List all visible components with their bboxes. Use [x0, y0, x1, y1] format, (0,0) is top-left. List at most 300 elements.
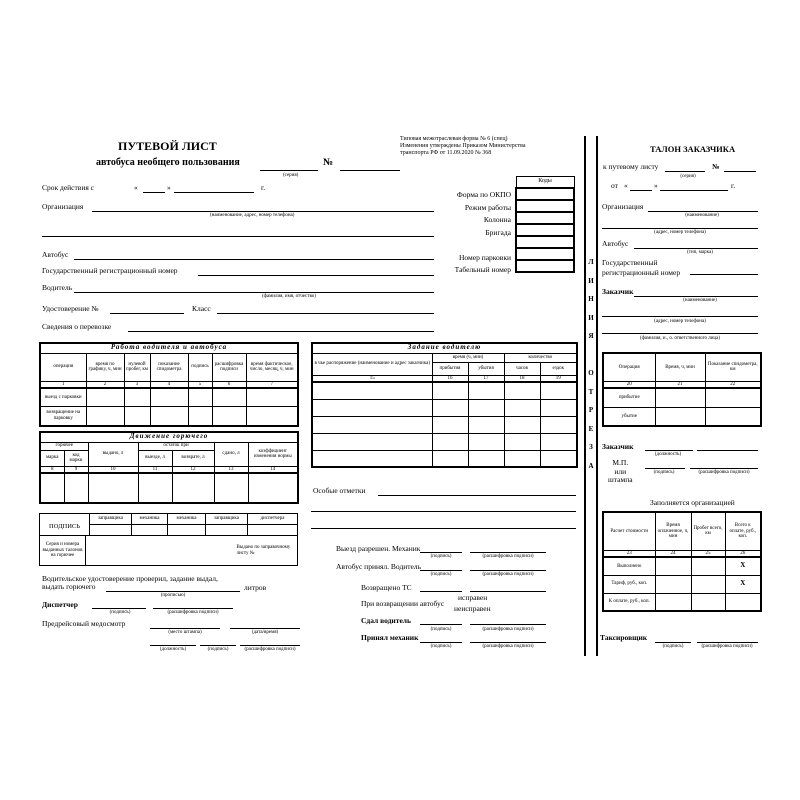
table-cell: 15	[312, 375, 432, 382]
table-cell[interactable]	[432, 382, 468, 399]
cut-line-2	[596, 136, 598, 656]
table-cell[interactable]	[212, 388, 246, 406]
form-text: Режим работы	[464, 202, 511, 212]
form-text: А	[588, 461, 594, 470]
fill-line[interactable]	[602, 333, 758, 334]
fill-line[interactable]	[420, 624, 462, 625]
check-line-2: выдать горючего	[42, 582, 96, 591]
field-hint: (наименование)	[683, 298, 717, 303]
field-hint: (подпись)	[430, 644, 452, 649]
form-text: «	[624, 181, 628, 190]
table-cell[interactable]	[504, 382, 540, 399]
fill-line[interactable]	[645, 468, 685, 469]
form-text: »	[654, 181, 658, 190]
fill-line[interactable]	[655, 642, 691, 643]
form-text: Бригада	[485, 227, 511, 237]
table-cell: марка	[40, 450, 64, 466]
fill-line[interactable]	[660, 190, 728, 191]
table-row	[603, 557, 761, 575]
table-cell[interactable]	[705, 388, 761, 407]
table-cell: 11	[138, 466, 172, 473]
fuel-table	[39, 431, 299, 504]
gos-number-label: Государственный регистрационный номер	[42, 266, 178, 275]
form-text	[40, 536, 298, 566]
organization-field[interactable]	[92, 211, 434, 212]
table-cell[interactable]	[540, 416, 577, 433]
table-row	[40, 353, 298, 381]
table-row	[312, 382, 577, 399]
table-cell: 5	[188, 381, 212, 388]
table-cell: 22	[705, 381, 761, 388]
medical-sign-field[interactable]	[200, 645, 236, 646]
table-row	[40, 442, 298, 450]
table-row	[603, 512, 761, 550]
dispatcher-label: Диспетчер	[42, 600, 78, 609]
table-cell[interactable]	[124, 406, 150, 426]
table-cell: механика	[132, 514, 168, 525]
table-cell: показание спидометра	[150, 353, 188, 381]
table-cell: Выдано по заправочному листу №	[236, 536, 298, 566]
table-cell: 19	[540, 375, 577, 382]
on-return-label: При возвращении автобус	[361, 599, 445, 608]
form-text: «	[134, 183, 138, 192]
form-text: штампа	[608, 475, 633, 484]
medical-position-field[interactable]	[150, 645, 196, 646]
check-line-1: Водительское удостоверение проверил, задание выдал,	[42, 574, 218, 583]
form-text	[421, 239, 511, 252]
table-cell[interactable]	[468, 433, 504, 450]
table-cell[interactable]	[138, 473, 172, 503]
table-cell: 2	[86, 381, 124, 388]
field-hint: (серия)	[680, 174, 696, 179]
talon-org-field[interactable]	[648, 211, 758, 212]
field-hint: (должность)	[654, 452, 682, 457]
form-text: Изменения утверждены Приказом Министерства	[400, 142, 526, 149]
okpo-cell[interactable]	[516, 188, 574, 200]
license-label: Удостоверение №	[42, 304, 99, 313]
talon-customer-field[interactable]	[634, 296, 758, 297]
blank-cell[interactable]	[516, 236, 574, 248]
table-cell: 14	[248, 466, 298, 473]
validity-month-field[interactable]	[174, 192, 254, 193]
stamp-place	[608, 459, 633, 485]
coupons-box	[39, 535, 298, 566]
table-cell[interactable]	[86, 536, 236, 566]
table-cell: Время оплаченное, ч, мин	[655, 512, 691, 550]
table-cell: Показание спидометра, км	[705, 353, 761, 381]
fill-line[interactable]	[665, 171, 705, 172]
fill-line[interactable]	[470, 570, 546, 571]
class-field[interactable]	[217, 313, 434, 314]
table-cell[interactable]	[312, 433, 432, 450]
fill-line	[260, 170, 318, 171]
table-cell[interactable]	[655, 557, 691, 575]
table-row	[40, 381, 298, 388]
work-table	[39, 342, 299, 427]
table-cell[interactable]	[150, 388, 188, 406]
table-cell: 23	[603, 550, 655, 557]
form-text: регистрационный номер	[602, 268, 681, 277]
field-hint: (адрес, номер телефона)	[654, 230, 706, 235]
table-cell: Расчет стоимости	[603, 512, 655, 550]
field-hint: (подпись)	[207, 647, 229, 652]
codes-labels	[421, 189, 511, 277]
table-cell: время по графику, ч, мин	[86, 353, 124, 381]
field-hint: (фамилия, и., о. ответственного лица)	[640, 336, 720, 341]
fill-line[interactable]	[420, 642, 462, 643]
table-cell[interactable]	[655, 388, 705, 407]
table-row	[312, 416, 577, 433]
form-text: Таксировщик	[600, 633, 648, 642]
table-cell[interactable]	[86, 406, 124, 426]
validity-label: Срок действия с	[42, 183, 94, 192]
form-text: литров	[244, 583, 267, 592]
table-cell[interactable]	[468, 399, 504, 416]
fill-line[interactable]	[724, 171, 756, 172]
form-text	[602, 258, 680, 278]
table-cell[interactable]	[88, 473, 138, 503]
table-cell[interactable]	[312, 416, 432, 433]
number-sign: №	[323, 157, 334, 168]
table-cell[interactable]	[540, 382, 577, 399]
field-hint: (место штампа)	[168, 630, 202, 635]
table-cell[interactable]	[188, 406, 212, 426]
bus-field[interactable]	[74, 259, 434, 260]
table-row	[603, 575, 761, 593]
field-hint: (подпись)	[653, 470, 675, 475]
validity-day-field[interactable]	[143, 192, 165, 193]
dispatcher-decode-field[interactable]	[153, 608, 233, 609]
organization-label: Организация	[42, 202, 84, 211]
table-cell: 12	[172, 466, 214, 473]
form-text	[40, 343, 298, 426]
table-cell: коэффициент изменения нормы	[248, 442, 298, 466]
form-text	[603, 512, 761, 611]
table-row	[312, 450, 577, 467]
table-cell[interactable]	[655, 407, 705, 426]
fill-line[interactable]	[697, 450, 758, 451]
organization-field-2[interactable]	[42, 236, 434, 237]
parking-cell[interactable]	[516, 248, 574, 260]
table-cell[interactable]	[432, 433, 468, 450]
fill-line[interactable]	[602, 316, 758, 317]
table-row	[603, 550, 761, 557]
table-cell[interactable]	[691, 593, 725, 611]
form-text	[40, 432, 298, 503]
table-cell[interactable]	[504, 416, 540, 433]
table-cell: убытие	[603, 407, 655, 426]
form-text	[516, 177, 574, 272]
form-text: г.	[261, 183, 266, 192]
cut-line-label	[586, 253, 596, 475]
table-row	[312, 433, 577, 450]
table-cell: 17	[468, 375, 504, 382]
fill-line[interactable]	[420, 591, 462, 592]
table-cell: 7	[246, 381, 298, 388]
fill-line[interactable]	[697, 642, 758, 643]
fuel-amount-field[interactable]	[106, 591, 240, 592]
table-cell: возвращение на парковку	[40, 406, 86, 426]
table-cell[interactable]	[248, 473, 298, 503]
fuel-row	[40, 473, 298, 503]
table-cell[interactable]	[468, 382, 504, 399]
table-cell[interactable]	[172, 473, 214, 503]
table-cell[interactable]	[214, 473, 248, 503]
form-text: Организация	[602, 202, 644, 211]
form-text	[603, 353, 761, 426]
field-hint: (подпись)	[430, 627, 452, 632]
table-cell[interactable]	[705, 407, 761, 426]
table-cell: в чье распоряжение (наименование и адрес заказчика)	[312, 353, 432, 375]
table-cell: Задание водителю	[312, 343, 577, 353]
table-cell[interactable]	[188, 388, 212, 406]
mode-cell[interactable]	[516, 200, 574, 212]
table-cell[interactable]	[432, 450, 468, 467]
table-cell[interactable]	[468, 416, 504, 433]
table-cell: выезде, л	[138, 450, 172, 466]
table-cell: Тариф, руб., коп.	[603, 575, 655, 593]
table-cell: ПОДПИСЬ	[40, 514, 90, 540]
table-cell[interactable]	[312, 450, 432, 467]
table-cell: остаток при	[138, 442, 214, 450]
form-text: Л	[588, 258, 594, 266]
table-cell: расшифровка подписи	[212, 353, 246, 381]
form-text: О	[588, 369, 594, 377]
table-cell[interactable]	[504, 433, 540, 450]
form-text: Колонна	[483, 215, 511, 224]
form-text	[312, 343, 577, 467]
form-text: Заказчик	[602, 287, 634, 296]
table-cell: Коды	[516, 177, 574, 188]
fill-line[interactable]	[645, 450, 693, 451]
dispatcher-sign-field[interactable]	[92, 608, 146, 609]
license-field[interactable]	[110, 313, 184, 314]
form-text: М.П.	[612, 458, 629, 467]
table-cell[interactable]	[432, 416, 468, 433]
field-hint: (расшифровка подписи)	[482, 644, 534, 649]
table-cell: 6	[212, 381, 246, 388]
table-cell: заправщика	[90, 514, 132, 525]
table-row	[603, 388, 761, 407]
field-hint: (расшифровка подписи)	[482, 554, 534, 559]
fill-line[interactable]	[470, 642, 546, 643]
table-cell[interactable]	[150, 406, 188, 426]
table-cell: время (ч, мин)	[432, 353, 504, 362]
form-text: Типовая межотраслевая форма № 6 (спец)	[400, 136, 508, 142]
special-marks-field[interactable]	[378, 495, 576, 496]
fill-line[interactable]	[630, 190, 652, 191]
medical-stamp-field[interactable]	[150, 628, 220, 629]
fill-line[interactable]	[420, 552, 462, 553]
table-row	[312, 343, 577, 353]
form-text: И	[588, 313, 594, 322]
bus-accepted-label: Автобус принял. Водитель	[336, 562, 422, 571]
table-cell: 4	[150, 381, 188, 388]
table-cell[interactable]	[504, 450, 540, 467]
column-cell[interactable]	[516, 212, 574, 224]
form-text: З	[589, 443, 593, 451]
form-title: ПУТЕВОЙ ЛИСТ	[118, 139, 217, 153]
fill-line[interactable]	[470, 591, 546, 592]
table-cell[interactable]	[468, 450, 504, 467]
driver-field[interactable]	[74, 292, 434, 293]
table-row	[312, 353, 577, 362]
table-row	[516, 236, 574, 248]
fill-line[interactable]	[470, 624, 546, 625]
table-cell: 16	[432, 375, 468, 382]
table-cell[interactable]	[312, 399, 432, 416]
table-cell: 8	[40, 466, 64, 473]
medical-decode-field[interactable]	[240, 645, 300, 646]
work-row-exit	[40, 388, 298, 406]
table-row	[40, 514, 298, 525]
table-cell[interactable]	[691, 557, 725, 575]
tab-number-cell[interactable]	[516, 260, 574, 272]
table-cell: 26	[725, 550, 761, 557]
form-text: к путевому листу	[603, 162, 659, 171]
form-subtitle: автобуса необщего пользования	[96, 157, 240, 168]
fill-line[interactable]	[420, 570, 462, 571]
table-cell: 13	[214, 466, 248, 473]
form-text: Государственный	[602, 258, 658, 267]
table-cell: сдано, л	[214, 442, 248, 466]
table-cell: Операция	[603, 353, 655, 381]
form-text	[586, 346, 596, 365]
field-hint: (подпись)	[430, 572, 452, 577]
table-cell[interactable]	[655, 593, 691, 611]
table-row	[40, 536, 298, 566]
table-cell: выезд с парковки	[40, 388, 86, 406]
table-cell: Серия и номера выданных талонов на горючее	[40, 536, 86, 566]
table-cell[interactable]	[504, 399, 540, 416]
form-text: Е	[588, 424, 594, 433]
table-cell: Время, ч, мин	[655, 353, 705, 381]
field-hint: (должность)	[159, 647, 187, 652]
table-cell: 9	[64, 466, 88, 473]
field-hint: (подпись)	[109, 610, 131, 615]
special-marks-label: Особые отметки	[313, 486, 366, 495]
table-cell[interactable]	[540, 450, 577, 467]
table-cell[interactable]	[212, 406, 246, 426]
task-table	[311, 342, 578, 468]
form-text: транспорта РФ от 11.09.2020 № 368	[400, 149, 492, 156]
exit-allowed-label: Выезд разрешен. Механик	[336, 544, 421, 553]
table-row	[312, 375, 577, 382]
field-hint: (расшифровка подписи)	[698, 470, 750, 475]
form-text: Н	[588, 295, 594, 303]
table-cell: 1	[40, 381, 86, 388]
table-cell: Движение горючего	[40, 432, 298, 442]
table-cell: операция	[40, 353, 86, 381]
field-hint: (расшифровка подписи)	[167, 610, 219, 615]
class-label: Класс	[192, 304, 211, 313]
talon-time-table	[602, 352, 762, 427]
table-cell[interactable]	[540, 433, 577, 450]
table-cell: 24	[655, 550, 691, 557]
returned-label: Возвращено ТС	[361, 583, 412, 592]
table-cell[interactable]	[432, 399, 468, 416]
table-cell[interactable]	[725, 593, 761, 611]
table-row	[603, 407, 761, 426]
table-cell[interactable]	[124, 388, 150, 406]
table-cell: количество	[504, 353, 577, 362]
fill-line[interactable]	[311, 528, 576, 529]
table-row	[40, 343, 298, 353]
form-text: Т	[588, 387, 594, 396]
fill-line[interactable]	[602, 228, 758, 229]
table-cell: подпись	[188, 353, 212, 381]
bus-label: Автобус	[42, 250, 69, 259]
form-text: или	[614, 466, 627, 476]
medical-datetime-field[interactable]	[230, 628, 300, 629]
form-text: Р	[588, 406, 594, 414]
table-cell[interactable]	[246, 388, 298, 406]
table-cell[interactable]	[655, 575, 691, 593]
handed-driver-label: Сдал водитель	[361, 616, 411, 625]
table-cell[interactable]	[86, 388, 124, 406]
carrier-info-label: Сведения о перевозке	[42, 322, 112, 331]
driver-label: Водитель	[42, 283, 73, 292]
field-hint: (подпись)	[430, 554, 452, 559]
table-cell: прибытия	[432, 362, 468, 375]
table-cell: Выполнено	[603, 557, 655, 575]
accepted-mech-label: Принял механик	[361, 633, 419, 642]
form-text: Заказчик	[602, 442, 634, 451]
table-cell[interactable]	[40, 473, 64, 503]
form-note	[400, 136, 526, 157]
form-text: И	[588, 276, 594, 285]
table-cell: ездок	[540, 362, 577, 375]
table-row	[516, 224, 574, 236]
table-cell: Всего к оплате, руб., коп.	[725, 512, 761, 550]
table-cell[interactable]	[540, 399, 577, 416]
carrier-info-field[interactable]	[128, 331, 434, 332]
talon-title: ТАЛОН ЗАКАЗЧИКА	[650, 144, 736, 154]
table-row	[40, 432, 298, 442]
form-text: Я	[588, 332, 594, 340]
not-ok-label[interactable]: неисправен	[454, 604, 491, 613]
fill-line[interactable]	[690, 274, 758, 275]
work-row-return	[40, 406, 298, 426]
field-hint: (расшифровка подписи)	[701, 644, 753, 649]
table-cell[interactable]	[312, 382, 432, 399]
table-row	[516, 200, 574, 212]
series-hint: (серия)	[283, 173, 299, 178]
fill-line[interactable]	[311, 511, 576, 512]
table-cell: прибытие	[603, 388, 655, 407]
table-cell: код марки	[64, 450, 88, 466]
medical-label: Предрейсовый медосмотр	[42, 619, 126, 628]
gos-number-field[interactable]	[198, 275, 434, 276]
fill-line[interactable]	[470, 552, 546, 553]
table-cell: механика	[168, 514, 206, 525]
ok-label[interactable]: исправен	[458, 593, 488, 602]
fill-line[interactable]	[690, 468, 758, 469]
table-cell[interactable]	[246, 406, 298, 426]
form-text: Номер парковки	[458, 252, 511, 262]
form-text: Форма по ОКПО	[456, 190, 511, 199]
table-cell[interactable]	[691, 575, 725, 593]
table-cell: заправщика	[206, 514, 248, 525]
table-row	[312, 399, 577, 416]
talon-bus-field[interactable]	[634, 248, 758, 249]
field-hint: (дата/время)	[251, 630, 279, 635]
brigade-cell[interactable]	[516, 224, 574, 236]
table-cell: выдано, л	[88, 442, 138, 466]
table-cell[interactable]	[64, 473, 88, 503]
table-cell: диспетчера	[248, 514, 298, 525]
table-cell: К оплате, руб., коп.	[603, 593, 655, 611]
